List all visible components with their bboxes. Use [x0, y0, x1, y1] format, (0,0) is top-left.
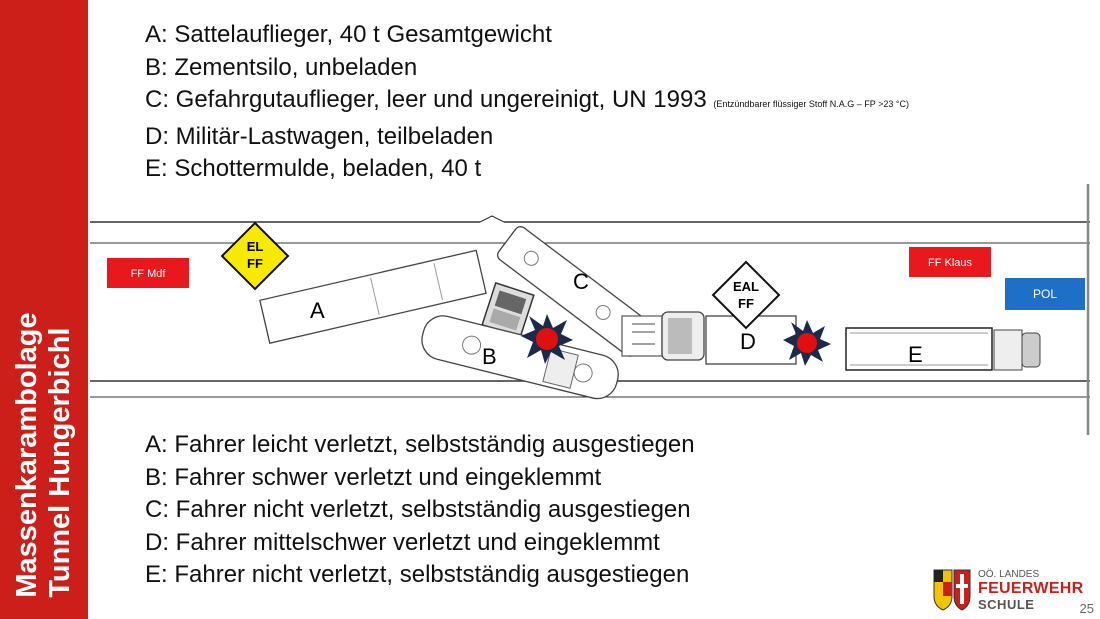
logo-line3: SCHULE — [978, 597, 1035, 612]
coat-of-arms-icon — [930, 566, 974, 612]
unit-ff-klaus-label: FF Klaus — [927, 257, 973, 269]
warning-sign-left-line1: EL — [246, 239, 264, 254]
vehicle-label-e: E — [908, 342, 923, 367]
vehicle-item-e: E: Schottermulde, beladen, 40 t — [145, 155, 482, 182]
driver-item-d: D: Fahrer mittelschwer verletzt und eingeklemmt — [145, 528, 660, 556]
slide-title-line1: Massenkarambolage — [11, 312, 43, 598]
vehicle-c-tractor — [622, 312, 704, 360]
vehicle-item-b: B: Zementsilo, unbeladen — [145, 53, 418, 81]
vehicle-item-d: D: Militär-Lastwagen, teilbeladen — [145, 122, 494, 150]
unit-ff-klaus — [909, 247, 991, 277]
slide-title-line2: Tunnel Hungerbichl — [44, 327, 76, 598]
warning-sign-left-line2: FF — [247, 256, 263, 271]
vehicle-item-c-note: (Entzündbarer flüssiger Stoff N.A.G – FP >23 °C) — [713, 99, 909, 109]
vehicle-label-d: D — [740, 329, 756, 354]
warning-sign-right-line1: EAL — [733, 279, 759, 294]
vehicle-e — [846, 328, 1040, 370]
driver-item-a: A: Fahrer leicht verletzt, selbstständig ausgestiegen — [145, 431, 695, 458]
driver-item-c: C: Fahrer nicht verletzt, selbstständig ausgestiegen — [145, 496, 691, 523]
driver-item-b: B: Fahrer schwer verletzt und eingeklemmt — [145, 463, 602, 491]
unit-ff-mdf-label: FF Mdf — [130, 268, 166, 280]
logo-line1: OÖ. LANDES — [978, 569, 1040, 580]
logo-line2: FEUERWEHR — [978, 580, 1084, 597]
page-number: 25 — [1079, 601, 1094, 616]
unit-police — [1005, 278, 1085, 310]
vehicle-label-c: C — [573, 269, 589, 294]
unit-ff-mdf — [107, 258, 189, 288]
warning-sign-left — [222, 223, 288, 289]
vehicle-item-c-text: C: Gefahrgutauflieger, leer und ungereinigt, UN 1993 — [145, 86, 707, 113]
warning-sign-right-line2: FF — [738, 296, 754, 311]
fire-school-logo — [930, 566, 1084, 612]
vehicle-item-a: A: Sattelauflieger, 40 t Gesamtgewicht — [145, 21, 552, 48]
unit-police-label: POL — [1032, 287, 1058, 301]
driver-item-e: E: Fahrer nicht verletzt, selbstständig ausgestiegen — [145, 561, 690, 588]
vehicle-label-b: B — [482, 344, 497, 369]
driver-status-list — [145, 429, 695, 592]
vehicle-label-a: A — [310, 298, 325, 323]
